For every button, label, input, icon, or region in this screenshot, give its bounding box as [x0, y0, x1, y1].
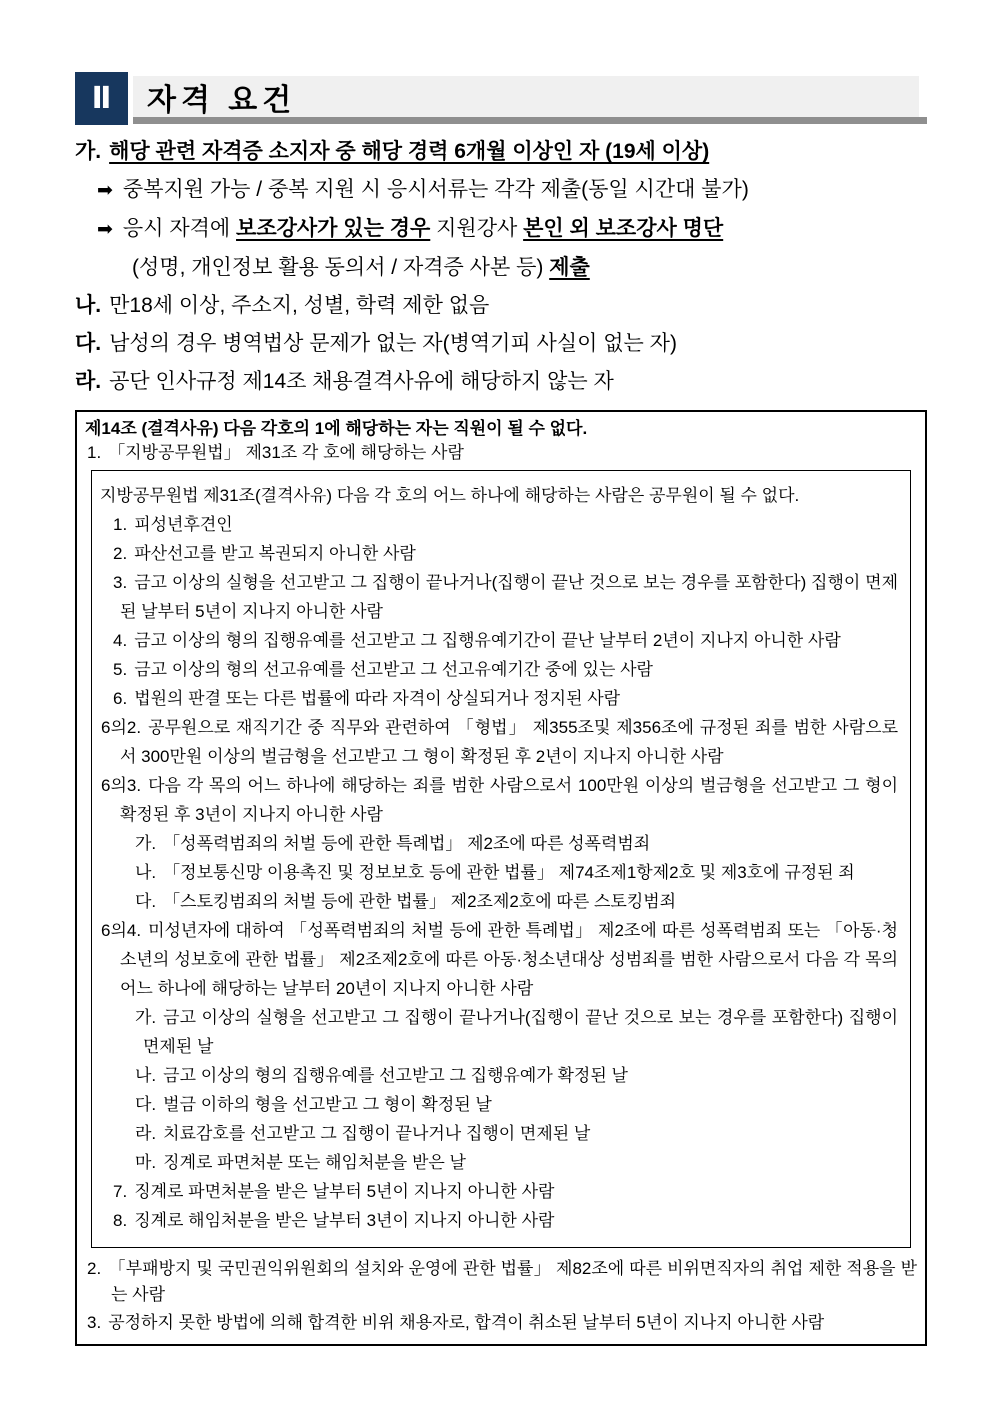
- clause-text: 금고 이상의 형의 집행유예를 선고받고 그 집행유예기간이 끝난 날부터 2년이 지나지 아니한 사람: [134, 631, 841, 650]
- statute-subclause: [100, 887, 898, 916]
- box-heading: 제14조 (결격사유) 다음 각호의 1에 해당하는 자는 직원이 될 수 없다.: [85, 419, 588, 438]
- page-title: 자격 요건: [147, 83, 297, 117]
- item-text: 만18세 이상, 주소지, 성별, 학력 제한 없음: [109, 294, 490, 317]
- statute-inner-box: [91, 470, 911, 1248]
- clause-text: 피성년후견인: [134, 515, 233, 534]
- clause-text: 금고 이상의 실형을 선고받고 그 집행이 끝나거나(집행이 끝난 것으로 보는 경우를 포함한다) 집행이 면제된 날: [143, 1008, 898, 1056]
- sub-bullet-1: [97, 171, 927, 210]
- clause-number: 4.: [113, 631, 128, 650]
- clause-number: 다.: [135, 1095, 157, 1114]
- disqualification-box: [75, 410, 927, 1346]
- requirement-item-da: [75, 325, 927, 363]
- statute-clause: [100, 771, 898, 829]
- bullet-text-emphasis: 보조강사가 있는 경우: [236, 217, 431, 240]
- arrow-icon: ➡: [97, 219, 113, 240]
- clause-text: 징계로 파면처분을 받은 날부터 5년이 지나지 아니한 사람: [134, 1182, 555, 1201]
- clause-number: 1.: [113, 515, 128, 534]
- statute-subclause: [100, 858, 898, 887]
- clause-number: 6의3.: [101, 776, 142, 795]
- clause-number: 가.: [135, 834, 157, 853]
- clause-text: 「성폭력범죄의 처벌 등에 관한 특례법」 제2조에 따른 성폭력범죄: [163, 834, 651, 853]
- clause-number: 마.: [135, 1153, 157, 1172]
- bullet-text-normal: (성명, 개인정보 활용 동의서 / 자격증 사본 등): [132, 256, 550, 279]
- clause-text: 공정하지 못한 방법에 의해 합격한 비위 채용자로, 합격이 취소된 날부터 5년이 지나지 아니한 사람: [108, 1313, 825, 1332]
- statute-subclause: [100, 1119, 898, 1148]
- statute-clause: [100, 1177, 898, 1206]
- bullet-text-normal: 응시 자격에: [122, 217, 237, 240]
- clause-text: 금고 이상의 실형을 선고받고 그 집행이 끝나거나(집행이 끝난 것으로 보는 경우를 포함한다) 집행이 면제된 날부터 5년이 지나지 아니한 사람: [120, 573, 898, 621]
- box-item-1: [85, 441, 917, 465]
- statute-clause: [100, 655, 898, 684]
- clause-number: 5.: [113, 660, 128, 679]
- clause-text: 「스토킹범죄의 처벌 등에 관한 법률」 제2조제2호에 따른 스토킹범죄: [163, 892, 677, 911]
- statute-intro: 지방공무원법 제31조(결격사유) 다음 각 호의 어느 하나에 해당하는 사람은 공무원이 될 수 없다.: [100, 486, 800, 505]
- clause-number: 라.: [135, 1124, 157, 1143]
- requirement-item-ra: [75, 363, 927, 401]
- statute-clause: [100, 684, 898, 713]
- clause-text: 징계로 해임처분을 받은 날부터 3년이 지나지 아니한 사람: [134, 1211, 555, 1230]
- clause-number: 6의4.: [101, 921, 142, 940]
- statute-clause: [100, 568, 898, 626]
- clause-text: 치료감호를 선고받고 그 집행이 끝나거나 집행이 면제된 날: [163, 1124, 591, 1143]
- statute-subclause: [100, 829, 898, 858]
- statute-clause: [100, 510, 898, 539]
- sub-bullet-2: [97, 210, 927, 249]
- clause-text: 징계로 파면처분 또는 해임처분을 받은 날: [163, 1153, 466, 1172]
- arrow-icon: ➡: [97, 180, 113, 201]
- statute-clause: [100, 626, 898, 655]
- clause-number: 7.: [113, 1182, 128, 1201]
- clause-number: 2.: [87, 1259, 102, 1278]
- clause-text: 파산선고를 받고 복권되지 아니한 사람: [134, 544, 416, 563]
- statute-subclause: [100, 1003, 898, 1061]
- clause-number: 나.: [135, 1066, 157, 1085]
- statute-subclause: [100, 1061, 898, 1090]
- bullet-text-emphasis: 제출: [549, 256, 590, 279]
- clause-text: 미성년자에 대하여 「성폭력범죄의 처벌 등에 관한 특례법」 제2조에 따른 성폭력범죄 또는 「아동·청소년의 성보호에 관한 법률」 제2조제2호에 따른 아동·청소년대상 성범죄를 범한 사람으로서 다음 각 목의 어느 하나에 해당하는 날부터 20년이 지나지 아니한 사람: [120, 921, 898, 998]
- clause-number: 가.: [135, 1008, 157, 1027]
- clause-text: 법원의 판결 또는 다른 법률에 따라 자격이 상실되거나 정지된 사람: [134, 689, 621, 708]
- clause-text: 금고 이상의 형의 집행유예를 선고받고 그 집행유예가 확정된 날: [163, 1066, 628, 1085]
- section-title-underline: [133, 117, 927, 124]
- bullet-text-emphasis: 본인 외 보조강사 명단: [523, 217, 724, 240]
- bullet-text: 중복지원 가능 / 중복 지원 시 응시서류는 각각 제출(동일 시간대 불가): [122, 178, 749, 201]
- item-text: 공단 인사규정 제14조 채용결격사유에 해당하지 않는 자: [109, 370, 614, 393]
- clause-number: 3.: [87, 1313, 102, 1332]
- clause-number: 나.: [135, 863, 157, 882]
- item-label: 다.: [75, 332, 102, 355]
- clause-number: 3.: [113, 573, 128, 592]
- clause-text: 벌금 이하의 형을 선고받고 그 형이 확정된 날: [163, 1095, 492, 1114]
- statute-clause: [100, 539, 898, 568]
- item-label: 나.: [75, 294, 102, 317]
- statute-clause: [100, 1206, 898, 1235]
- statute-clause: [100, 916, 898, 1003]
- box-item-3: [85, 1310, 917, 1336]
- item-text: 남성의 경우 병역법상 문제가 없는 자(병역기피 사실이 없는 자): [109, 332, 677, 355]
- section-number-badge: [75, 72, 128, 125]
- clause-text: 「지방공무원법」 제31조 각 호에 해당하는 사람: [108, 443, 464, 462]
- clause-number: 6.: [113, 689, 128, 708]
- item-label: 라.: [75, 370, 102, 393]
- item-label: 가.: [75, 140, 102, 163]
- requirements-section: [75, 133, 927, 1346]
- clause-text: 「부패방지 및 국민권익위원회의 설치와 운영에 관한 법률」 제82조에 따른 비위면직자의 취업 제한 적용을 받는 사람: [108, 1259, 917, 1304]
- section-number: Ⅱ: [91, 82, 112, 115]
- requirement-item-na: [75, 287, 927, 325]
- bullet-text-normal: 지원강사: [430, 217, 524, 240]
- section-title-bar: [133, 76, 919, 117]
- item-text: 해당 관련 자격증 소지자 중 해당 경력 6개월 이상인 자 (19세 이상): [109, 140, 710, 163]
- clause-number: 2.: [113, 544, 128, 563]
- clause-text: 금고 이상의 형의 선고유예를 선고받고 그 선고유예기간 중에 있는 사람: [134, 660, 653, 679]
- clause-text: 「정보통신망 이용촉진 및 정보보호 등에 관한 법률」 제74조제1항제2호 및 제3호에 규정된 죄: [163, 863, 855, 882]
- statute-subclause: [100, 1148, 898, 1177]
- statute-clause: [100, 713, 898, 771]
- clause-text: 공무원으로 재직기간 중 직무와 관련하여 「형법」 제355조및 제356조에 규정된 죄를 범한 사람으로서 300만원 이상의 벌금형을 선고받고 그 형이 확정된 후 2년이 지나지 아니한 사람: [120, 718, 898, 766]
- clause-text: 다음 각 목의 어느 하나에 해당하는 죄를 범한 사람으로서 100만원 이상의 벌금형을 선고받고 그 형이 확정된 후 3년이 지나지 아니한 사람: [120, 776, 898, 824]
- clause-number: 6의2.: [101, 718, 142, 737]
- clause-number: 1.: [87, 443, 102, 462]
- box-item-2: [85, 1256, 917, 1308]
- sub-bullet-2-continuation: [132, 249, 927, 287]
- requirement-item-ga: [75, 133, 927, 171]
- statute-subclause: [100, 1090, 898, 1119]
- clause-number: 8.: [113, 1211, 128, 1230]
- clause-number: 다.: [135, 892, 157, 911]
